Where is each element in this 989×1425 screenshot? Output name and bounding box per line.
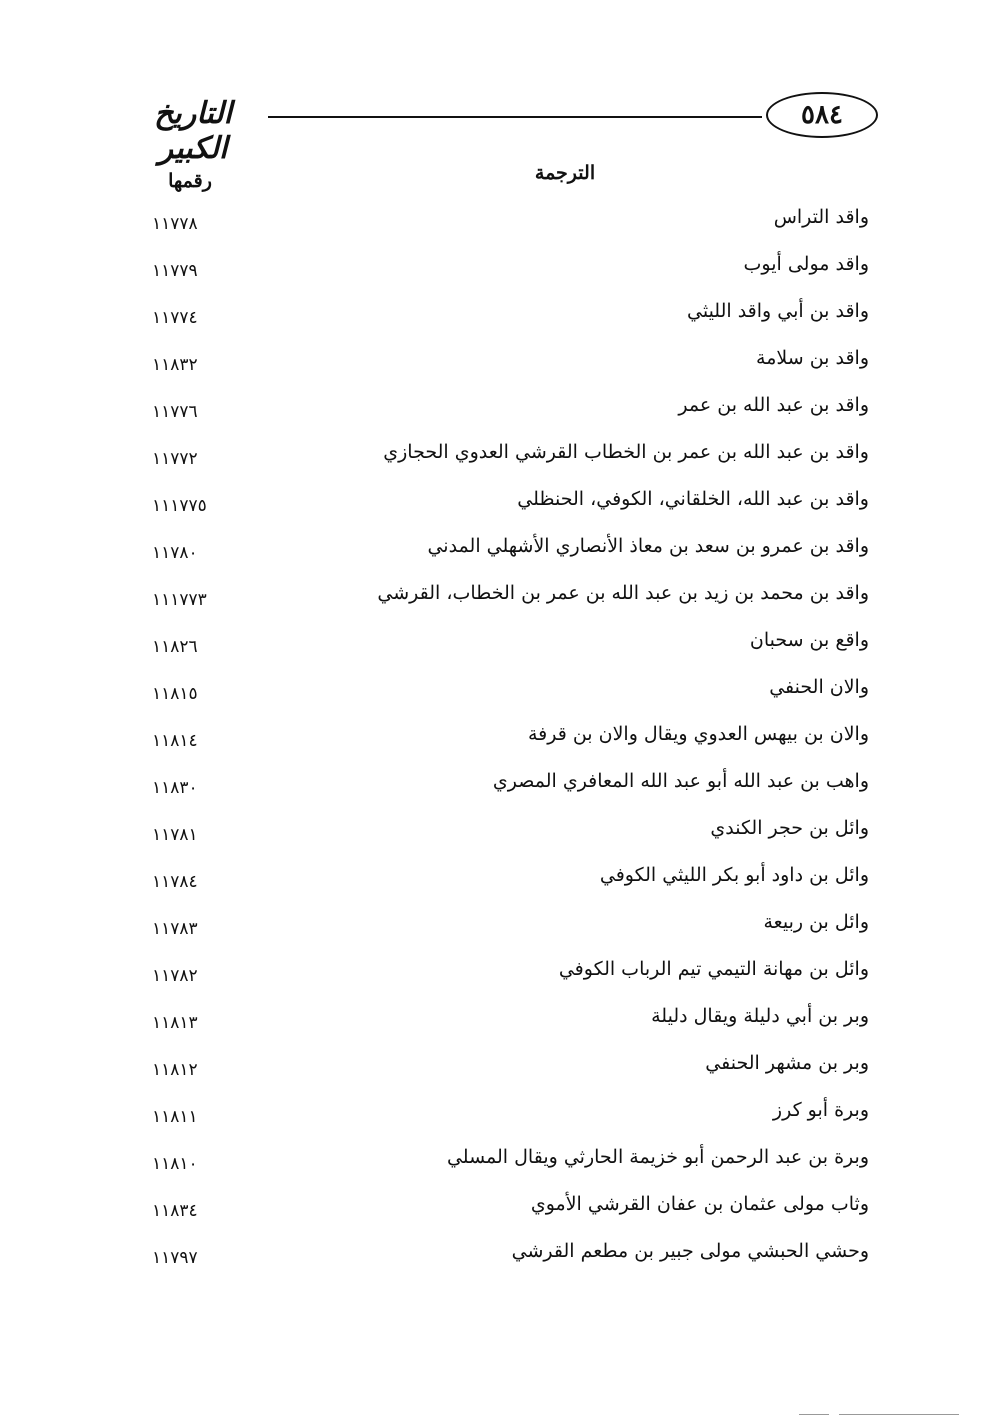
entry-number: ١١٨١٤ bbox=[152, 731, 198, 751]
entry-number: ١١٨١٠ bbox=[152, 1154, 198, 1174]
entry-number: ١١٨٣٠ bbox=[152, 778, 198, 798]
entry-number: ١١٨١١ bbox=[152, 1107, 198, 1127]
column-heading-translation: الترجمة bbox=[534, 162, 596, 184]
entry-number: ١١٨٣٤ bbox=[152, 1201, 198, 1221]
list-item bbox=[0, 811, 989, 858]
header-rule bbox=[268, 116, 762, 118]
list-item bbox=[0, 717, 989, 764]
list-item bbox=[0, 1234, 989, 1281]
page-header bbox=[118, 92, 878, 166]
entry-number: ١١٧٧٩ bbox=[152, 261, 198, 281]
entry-number: ١١٨١٣ bbox=[152, 1013, 198, 1033]
list-item bbox=[0, 341, 989, 388]
footer-rule bbox=[839, 1414, 959, 1415]
list-item bbox=[0, 576, 989, 623]
entry-name: وثاب مولى عثمان بن عفان القرشي الأموي bbox=[530, 1193, 869, 1215]
entry-number: ١١٧٧٨ bbox=[152, 214, 198, 234]
entry-number: ١١٧٩٧ bbox=[152, 1248, 198, 1268]
entry-name: وبر بن مشهر الحنفي bbox=[705, 1052, 869, 1074]
list-item bbox=[0, 435, 989, 482]
entry-name: واقد بن عبد الله، الخلقاني، الكوفي، الحنظلي bbox=[517, 488, 869, 510]
entry-number: ١١٧٨٢ bbox=[152, 966, 198, 986]
list-item bbox=[0, 200, 989, 247]
footer-rule-small bbox=[799, 1414, 829, 1415]
entry-number: ١١٨١٢ bbox=[152, 1060, 198, 1080]
entry-name: واقد بن عمرو بن سعد بن معاذ الأنصاري الأشهلي المدني bbox=[427, 535, 869, 557]
entry-number: ١١٨١٥ bbox=[152, 684, 198, 704]
column-heading-number: رقمها bbox=[168, 170, 212, 192]
list-item bbox=[0, 858, 989, 905]
entry-number: ١١١٧٧٣ bbox=[152, 590, 207, 610]
entry-name: واقع بن سحبان bbox=[749, 629, 869, 651]
list-item bbox=[0, 247, 989, 294]
list-item bbox=[0, 1093, 989, 1140]
list-item bbox=[0, 623, 989, 670]
entry-name: واقد بن عبد الله بن عمر bbox=[678, 394, 869, 416]
entry-name: واهب بن عبد الله أبو عبد الله المعافري المصري bbox=[492, 770, 869, 792]
entry-name: واقد بن سلامة bbox=[756, 347, 869, 369]
list-item bbox=[0, 764, 989, 811]
list-item bbox=[0, 1187, 989, 1234]
entry-number: ١١٧٨٣ bbox=[152, 919, 198, 939]
entry-name: وبر بن أبي دليلة ويقال دليلة bbox=[651, 1005, 869, 1027]
entry-name: وبرة أبو كرز bbox=[772, 1099, 869, 1121]
entries-list bbox=[0, 200, 989, 1281]
entry-name: وائل بن داود أبو بكر الليثي الكوفي bbox=[599, 864, 869, 886]
entry-number: ١١٨٢٦ bbox=[152, 637, 198, 657]
list-item bbox=[0, 952, 989, 999]
entry-name: واقد التراس bbox=[773, 206, 869, 228]
entry-name: وائل بن حجر الكندي bbox=[710, 817, 869, 839]
entry-number: ١١١٧٧٥ bbox=[152, 496, 207, 516]
entry-name: وبرة بن عبد الرحمن أبو خزيمة الحارثي ويقال المسلي bbox=[446, 1146, 869, 1168]
list-item bbox=[0, 294, 989, 341]
list-item bbox=[0, 905, 989, 952]
entry-number: ١١٧٧٦ bbox=[152, 402, 198, 422]
entry-number: ١١٧٨١ bbox=[152, 825, 198, 845]
entry-number: ١١٧٨٤ bbox=[152, 872, 198, 892]
entry-number: ١١٧٨٠ bbox=[152, 543, 198, 563]
entry-number: ١١٨٣٢ bbox=[152, 355, 198, 375]
list-item bbox=[0, 529, 989, 576]
entry-name: وائل بن مهانة التيمي تيم الرباب الكوفي bbox=[558, 958, 869, 980]
list-item bbox=[0, 482, 989, 529]
list-item bbox=[0, 999, 989, 1046]
entry-name: واقد بن عبد الله بن عمر بن الخطاب القرشي العدوي الحجازي bbox=[383, 441, 869, 463]
page-number: ٥٨٤ bbox=[766, 92, 878, 138]
entry-name: واقد مولى أيوب bbox=[743, 253, 869, 275]
entry-name: والان الحنفي bbox=[769, 676, 869, 698]
list-item bbox=[0, 1140, 989, 1187]
entry-name: واقد بن أبي واقد الليثي bbox=[687, 300, 869, 322]
list-item bbox=[0, 388, 989, 435]
list-item bbox=[0, 1046, 989, 1093]
entry-name: وائل بن ربيعة bbox=[763, 911, 869, 933]
entry-name: والان بن بيهس العدوي ويقال والان بن قرفة bbox=[527, 723, 869, 745]
entry-number: ١١٧٧٤ bbox=[152, 308, 198, 328]
entry-number: ١١٧٧٢ bbox=[152, 449, 198, 469]
entry-name: واقد بن محمد بن زيد بن عبد الله بن عمر بن الخطاب، القرشي bbox=[377, 582, 869, 604]
list-item bbox=[0, 670, 989, 717]
entry-name: وحشي الحبشي مولى جبير بن مطعم القرشي bbox=[511, 1240, 869, 1262]
book-title: التاريخ الكبير bbox=[154, 96, 232, 166]
